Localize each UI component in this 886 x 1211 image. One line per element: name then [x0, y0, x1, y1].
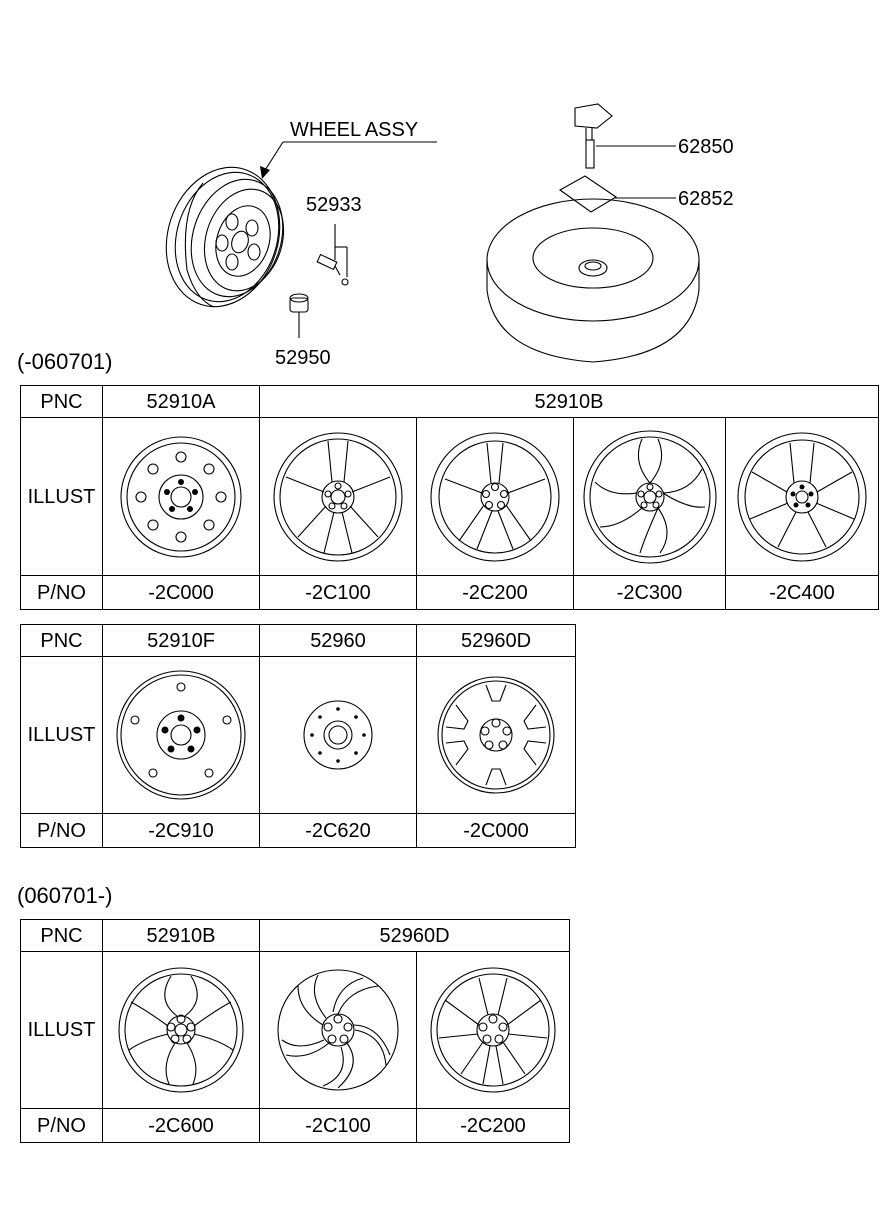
illust-row-label: ILLUST — [21, 657, 103, 814]
illust-row-label: ILLUST — [21, 418, 103, 576]
pnc-cell: 52910B — [260, 386, 879, 418]
pno-row-label: P/NO — [21, 576, 103, 610]
illust-cell — [260, 657, 417, 814]
part-number-cell: -2C400 — [726, 576, 879, 610]
hold-down-bolt-drawing — [575, 104, 676, 168]
pnc-row-label: PNC — [21, 386, 103, 418]
pnc-cell: 52910B — [103, 920, 260, 952]
alloy-wheel-5spoke-twin-icon — [425, 427, 565, 567]
illust-cell — [417, 657, 576, 814]
illust-cell — [260, 418, 417, 576]
wheel-assy-leader — [260, 142, 437, 179]
illust-cell — [417, 952, 570, 1109]
pno-row-label: P/NO — [21, 1109, 103, 1143]
illust-cell — [103, 952, 260, 1109]
part-number-cell: -2C000 — [417, 814, 576, 848]
illust-row-label: ILLUST — [21, 952, 103, 1109]
pnc-cell: 52960D — [260, 920, 570, 952]
valve-cap-drawing — [290, 294, 308, 338]
parts-table-3 — [20, 919, 570, 1143]
illust-cell — [417, 418, 574, 576]
alloy-wheel-5spoke-icon — [268, 427, 408, 567]
part-number-cell: -2C100 — [260, 1109, 417, 1143]
parts-table-1 — [20, 385, 879, 610]
wheel-cover-icon — [431, 670, 561, 800]
pnc-row-label: PNC — [21, 625, 103, 657]
part-number-cell: -2C300 — [574, 576, 726, 610]
illust-cell — [260, 952, 417, 1109]
wheel-assy-drawing — [149, 152, 298, 321]
parts-table-2 — [20, 624, 576, 848]
pnc-cell: 52960D — [417, 625, 576, 657]
alloy-wheel-5spoke-curved-icon — [580, 427, 720, 567]
part-number-cell: -2C910 — [103, 814, 260, 848]
wheel-cover-spoke-icon — [425, 962, 561, 1098]
bolt-part-number: 62850 — [678, 136, 734, 158]
pnc-row-label: PNC — [21, 920, 103, 952]
exploded-view-drawing — [0, 0, 886, 380]
part-number-cell: -2C100 — [260, 576, 417, 610]
steel-spare-wheel-icon — [111, 665, 251, 805]
valve-part-number: 52933 — [306, 194, 362, 216]
pnc-cell: 52960 — [260, 625, 417, 657]
pnc-cell: 52910A — [103, 386, 260, 418]
part-number-cell: -2C600 — [103, 1109, 260, 1143]
wheel-assy-label: WHEEL ASSY — [290, 119, 419, 141]
part-number-cell: -2C000 — [103, 576, 260, 610]
valve-drawing — [317, 224, 348, 285]
part-number-cell: -2C620 — [260, 814, 417, 848]
illust-cell — [574, 418, 726, 576]
pno-row-label: P/NO — [21, 814, 103, 848]
center-cap-icon — [293, 690, 383, 780]
spare-tire-drawing — [487, 199, 699, 362]
alloy-wheel-5spoke-wide-icon — [732, 427, 872, 567]
plate-drawing — [560, 176, 676, 212]
alloy-wheel-twisted-spoke-icon — [113, 962, 249, 1098]
illust-cell — [103, 657, 260, 814]
plate-part-number: 62852 — [678, 188, 734, 210]
section2-label: (060701-) — [17, 883, 113, 908]
illust-cell — [726, 418, 879, 576]
wheel-cover-swirl-icon — [270, 962, 406, 1098]
cap-part-number: 52950 — [275, 347, 331, 369]
illust-cell — [103, 418, 260, 576]
section1-label: (-060701) — [17, 349, 113, 374]
steel-wheel-icon — [116, 427, 246, 567]
part-number-cell: -2C200 — [417, 1109, 570, 1143]
part-number-cell: -2C200 — [417, 576, 574, 610]
pnc-cell: 52910F — [103, 625, 260, 657]
